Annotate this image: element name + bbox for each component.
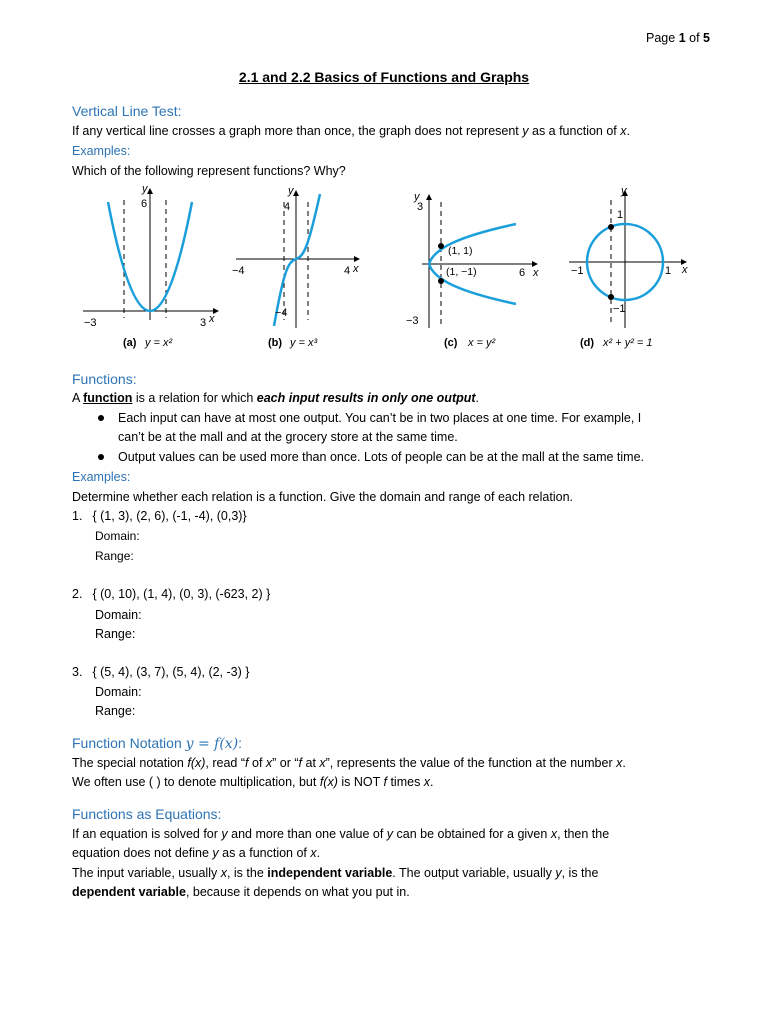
graph-b	[226, 180, 371, 350]
graph-c-x-right: 6	[519, 267, 526, 279]
graph-d-x-left: −1	[571, 265, 584, 277]
vlt-question: Which of the following represent functions? Why?	[72, 164, 346, 178]
graph-d-y-label: y	[621, 185, 627, 197]
graph-a-x-left: −3	[84, 317, 97, 329]
bullet-1-line-2: can’t be at the mall and at the grocery store at the same time.	[118, 430, 458, 444]
graph-d-point-1	[608, 224, 614, 230]
example-2: 2. { (0, 10), (1, 4), (0, 3), (-623, 2) }	[72, 587, 271, 601]
graph-c-y-arrow	[426, 194, 432, 200]
graph-a-x-label: x	[209, 313, 215, 325]
page-current: 1	[678, 31, 686, 45]
page-total: 5	[703, 31, 710, 45]
notation-line-2: We often use ( ) to denote multiplication, but f(x) is NOT f times x.	[72, 775, 434, 789]
vlt-examples-label: Examples:	[72, 144, 131, 158]
graph-a-y-label: y	[142, 183, 148, 195]
graph-b-x-arrow	[354, 256, 360, 262]
graph-a	[78, 180, 223, 350]
equations-line-1: If an equation is solved for y and more than one value of y can be obtained for a given x, then the	[72, 827, 610, 841]
page-of: of	[689, 31, 700, 45]
equations-line-3: The input variable, usually x, is the independent variable. The output variable, usually y, is the	[72, 866, 599, 880]
graph-c-caption-letter: (c)	[444, 337, 458, 349]
functions-examples-label: Examples:	[72, 470, 131, 484]
graph-c-point-1	[438, 243, 444, 249]
graph-b-caption-letter: (b)	[268, 337, 283, 349]
equations-heading: Functions as Equations:	[72, 806, 222, 822]
graph-c-point-2-label: (1, −1)	[446, 266, 477, 278]
vlt-heading: Vertical Line Test:	[72, 103, 182, 119]
example-1-range: Range:	[95, 549, 134, 563]
bullet-dot-1	[98, 415, 104, 421]
graph-d-caption-eq: x² + y² = 1	[603, 337, 653, 349]
graph-a-x-right: 3	[200, 317, 207, 329]
graph-b-y-top: 4	[284, 201, 291, 213]
example-2-domain: Domain:	[95, 608, 142, 622]
example-2-range: Range:	[95, 627, 136, 641]
graph-b-x-right: 4	[344, 265, 351, 277]
graph-b-x-left: −4	[232, 265, 245, 277]
functions-instruction: Determine whether each relation is a function. Give the domain and range of each relation.	[72, 490, 573, 504]
graph-b-caption-eq: y = x³	[290, 337, 318, 349]
graph-d-y-top: 1	[617, 209, 624, 221]
page-label: Page	[646, 31, 676, 45]
graph-b-y-arrow	[293, 190, 299, 196]
bullet-1-line-1: Each input can have at most one output. You can’t be in two places at one time. For example, I	[118, 411, 642, 425]
example-1: 1. { (1, 3), (2, 6), (-1, -4), (0,3)}	[72, 509, 247, 523]
function-definition: A function is a relation for which each input results in only one output.	[72, 391, 480, 405]
graph-b-y-bottom: −4	[275, 307, 288, 319]
graph-b-x-label: x	[353, 263, 359, 275]
functions-heading: Functions:	[72, 371, 137, 387]
graph-c-y-label: y	[414, 191, 420, 203]
example-1-domain: Domain:	[95, 529, 140, 543]
vlt-body: If any vertical line crosses a graph more than once, the graph does not represent y as a function of x.	[72, 124, 630, 138]
notation-line-1: The special notation f(x), read “f of x” or “f at x”, represents the value of the function at the number x.	[72, 756, 626, 770]
graph-a-y-arrow	[147, 188, 153, 194]
graph-d-x-label: x	[682, 264, 688, 276]
graph-c-y-top: 3	[417, 201, 424, 213]
graph-d-y-bottom: −1	[613, 303, 626, 315]
graph-c	[400, 180, 545, 350]
graph-c-caption-eq: x = y²	[468, 337, 496, 349]
graph-c-point-2	[438, 278, 444, 284]
graph-c-y-bottom: −3	[406, 315, 419, 327]
graph-d-point-2	[608, 294, 614, 300]
graph-c-point-1-label: (1, 1)	[448, 245, 473, 257]
graph-c-x-label: x	[533, 267, 539, 279]
bullet-dot-2	[98, 454, 104, 460]
bullet-2: Output values can be used more than once. Lots of people can be at the mall at the same time.	[118, 450, 645, 464]
notation-heading: Function Notation y = f(x):	[72, 735, 243, 752]
example-3-range: Range:	[95, 704, 136, 718]
example-3-domain: Domain:	[95, 685, 142, 699]
graph-b-y-label: y	[288, 185, 294, 197]
equations-line-2: equation does not define y as a function of x.	[72, 846, 321, 860]
graph-d	[565, 180, 710, 350]
equations-line-4: dependent variable, because it depends on what you put in.	[72, 885, 410, 899]
graph-d-caption-letter: (d)	[580, 337, 595, 349]
graph-a-caption-letter: (a)	[123, 337, 137, 349]
graph-d-x-right: 1	[665, 265, 672, 277]
example-3: 3. { (5, 4), (3, 7), (5, 4), (2, -3) }	[72, 665, 250, 679]
page-title: 2.1 and 2.2 Basics of Functions and Graphs	[238, 69, 530, 85]
graph-a-y-top: 6	[141, 198, 148, 210]
graph-a-caption-eq: y = x²	[145, 337, 173, 349]
page-number	[646, 31, 710, 45]
